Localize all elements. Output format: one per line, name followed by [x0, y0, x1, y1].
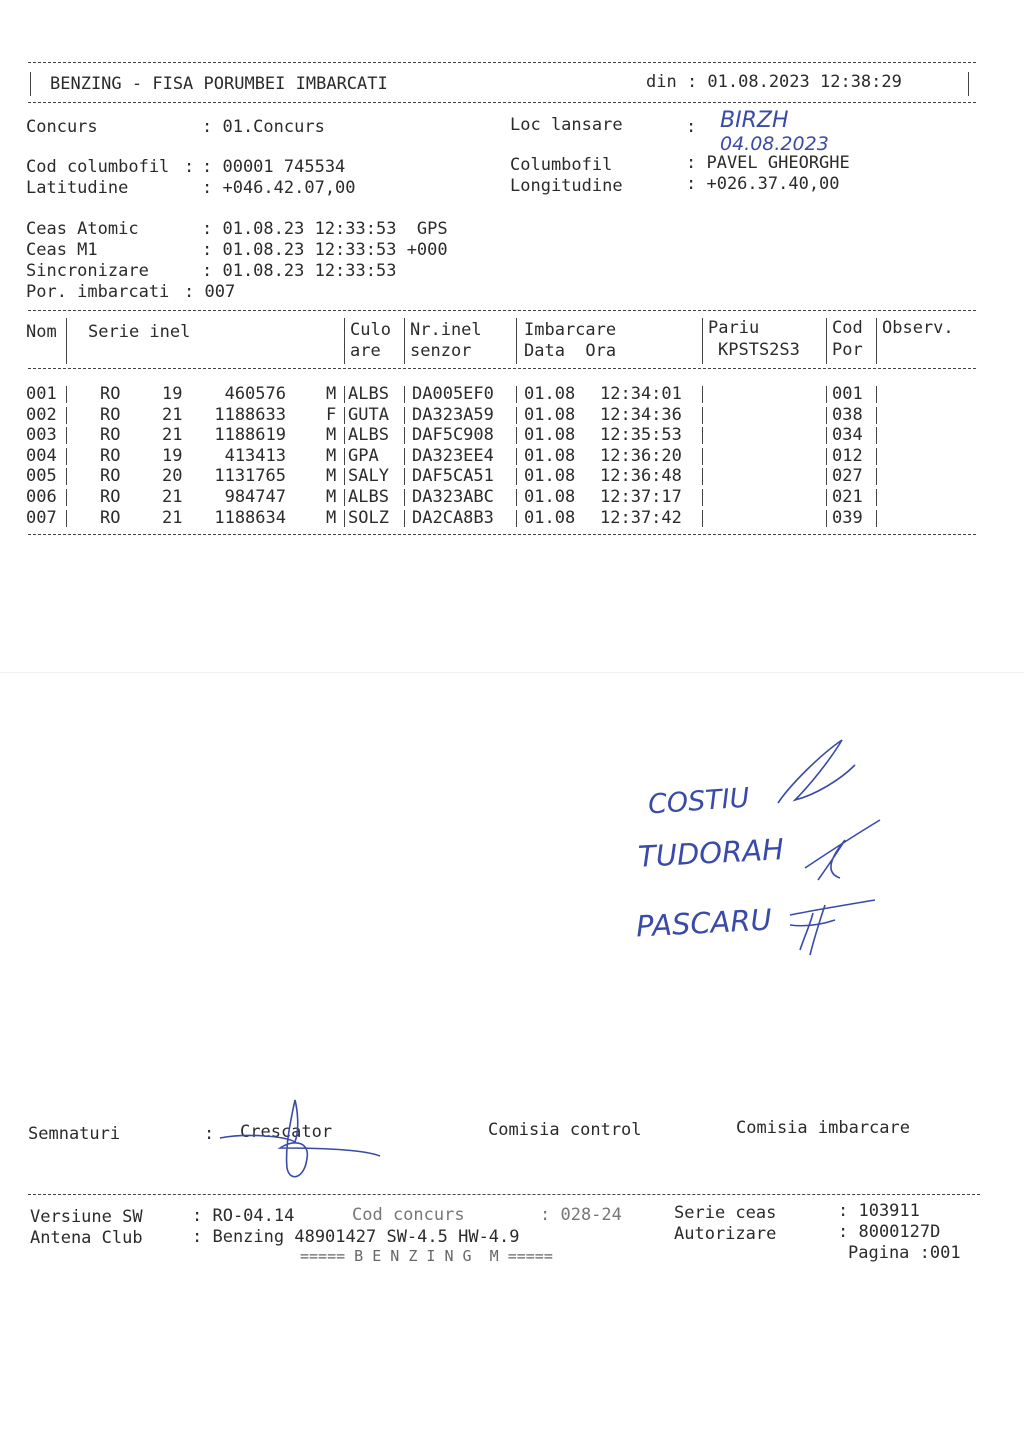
- row-divider: [516, 489, 517, 506]
- row-divider: [404, 489, 405, 506]
- handwritten-name-2: TUDORAH: [637, 832, 785, 874]
- cell-cod: 012: [832, 445, 863, 466]
- cell-senzor: DA323A59: [412, 404, 494, 425]
- ceas-m1-label: Ceas M1: [26, 240, 98, 260]
- cod-colon: :: [184, 157, 195, 177]
- signature-comisia-control-label: Comisia control: [488, 1120, 642, 1140]
- header-nom: Nom: [26, 322, 57, 342]
- row-divider: [344, 468, 345, 485]
- cell-cod: 001: [832, 384, 863, 404]
- sincronizare-label: Sincronizare: [26, 261, 149, 281]
- row-divider: [516, 427, 517, 444]
- cell-culoare: SOLZ: [348, 507, 389, 528]
- cell-nom: 004: [26, 445, 57, 466]
- row-divider: [66, 468, 67, 485]
- cell-an: 19: [162, 445, 183, 466]
- col-divider-culoare: [344, 318, 345, 364]
- cell-culoare: ALBS: [348, 425, 389, 446]
- row-divider: [66, 386, 67, 403]
- row-divider: [344, 427, 345, 444]
- signature-comisia-imbarcare-label: Comisia imbarcare: [736, 1118, 910, 1138]
- cell-senzor: DA2CA8B3: [412, 507, 494, 528]
- row-divider: [826, 427, 827, 444]
- row-divider: [344, 448, 345, 465]
- row-divider: [876, 386, 877, 403]
- page-number: Pagina :001: [848, 1243, 961, 1263]
- row-divider: [876, 407, 877, 424]
- table-header-rule: [28, 368, 976, 369]
- columbofil-label: Columbofil: [510, 155, 613, 175]
- row-divider: [516, 407, 517, 424]
- cell-sex: M: [326, 466, 337, 487]
- row-divider: [516, 468, 517, 485]
- header-imbarcare-2: Data Ora: [524, 341, 617, 361]
- ceas-atomic-label: Ceas Atomic: [26, 219, 139, 239]
- col-divider-observ: [876, 318, 877, 364]
- semnaturi-label: Semnaturi: [28, 1124, 121, 1144]
- latitudine-label: Latitudine: [26, 178, 129, 198]
- cell-tara: RO: [100, 507, 121, 528]
- cell-ora: 12:34:36: [600, 404, 682, 425]
- versiune-sw-value: : RO-04.14: [192, 1206, 295, 1226]
- cell-culoare: ALBS: [348, 384, 389, 404]
- concurs-label: Concurs: [26, 117, 98, 137]
- row-divider: [702, 489, 703, 506]
- cell-ora: 12:34:01: [600, 384, 682, 404]
- row-divider: [344, 510, 345, 527]
- header-observ: Observ.: [882, 318, 954, 338]
- row-divider: [826, 468, 827, 485]
- header-culoare-1: Culo: [350, 320, 391, 340]
- serie-ceas-value: : 103911: [838, 1201, 920, 1221]
- loc-date-handwritten: 04.08.2023: [720, 133, 829, 155]
- row-divider: [876, 468, 877, 485]
- cell-tara: RO: [100, 404, 121, 425]
- cell-data: 01.08: [524, 404, 576, 425]
- row-divider: [516, 386, 517, 403]
- table-top-rule: [28, 310, 976, 311]
- porumbei-imbarcati-label: Por. imbarcati: [26, 282, 170, 302]
- header-pariu-1: Pariu: [708, 318, 760, 338]
- latitudine-value: : +046.42.07,00: [202, 178, 356, 198]
- row-divider: [826, 510, 827, 527]
- cell-culoare: GUTA: [348, 404, 389, 425]
- cell-nom: 006: [26, 487, 57, 507]
- row-divider: [404, 386, 405, 403]
- cell-cod: 027: [832, 466, 863, 487]
- header-bottom-rule: [28, 102, 976, 103]
- cell-ora: 12:36:48: [600, 466, 682, 487]
- row-divider: [702, 386, 703, 403]
- cod-columbofil-value: : 00001 745534: [202, 157, 346, 177]
- document-title: BENZING - FISA PORUMBEI IMBARCATI: [50, 74, 388, 94]
- cell-ora: 12:37:17: [600, 487, 682, 507]
- signature-scribble-1: [770, 735, 860, 815]
- cell-inel: 1188633: [214, 404, 286, 425]
- serie-ceas-label: Serie ceas: [674, 1203, 777, 1223]
- header-right-border: [968, 72, 969, 96]
- cell-ora: 12:37:42: [600, 507, 682, 528]
- row-divider: [344, 386, 345, 403]
- ceas-m1-value: : 01.08.23 12:33:53 +000: [202, 240, 448, 260]
- handwritten-name-3: PASCARU: [635, 902, 773, 944]
- cell-sex: M: [326, 384, 337, 404]
- row-divider: [344, 407, 345, 424]
- col-divider-nom: [66, 318, 67, 364]
- cell-culoare: ALBS: [348, 487, 389, 507]
- cod-concurs-value: : 028-24: [540, 1205, 622, 1225]
- header-top-rule: [28, 62, 976, 63]
- cell-senzor: DA005EF0: [412, 384, 494, 404]
- crescator-signature-scribble: [215, 1098, 385, 1188]
- cell-tara: RO: [100, 425, 121, 446]
- row-divider: [516, 510, 517, 527]
- row-divider: [404, 468, 405, 485]
- cell-an: 20: [162, 466, 183, 487]
- row-divider: [404, 510, 405, 527]
- columbofil-value: : PAVEL GHEORGHE: [686, 153, 850, 173]
- cell-cod: 039: [832, 507, 863, 528]
- cell-an: 19: [162, 384, 183, 404]
- cell-cod: 034: [832, 425, 863, 446]
- row-divider: [344, 489, 345, 506]
- cell-ora: 12:35:53: [600, 425, 682, 446]
- cell-tara: RO: [100, 384, 121, 404]
- cod-concurs-label: Cod concurs: [352, 1205, 465, 1225]
- cell-data: 01.08: [524, 507, 576, 528]
- header-cod-1: Cod: [832, 318, 863, 338]
- cell-ora: 12:36:20: [600, 445, 682, 466]
- cell-inel: 984747: [224, 487, 286, 507]
- header-left-border: [30, 72, 31, 96]
- cell-an: 21: [162, 404, 183, 425]
- header-nr-inel-1: Nr.inel: [410, 320, 482, 340]
- cell-inel: 1188619: [214, 425, 286, 446]
- cell-senzor: DAF5CA51: [412, 466, 494, 487]
- antena-club-label: Antena Club: [30, 1228, 143, 1248]
- semnaturi-sep: :: [204, 1124, 215, 1144]
- cell-senzor: DA323ABC: [412, 487, 494, 507]
- row-divider: [66, 448, 67, 465]
- ceas-atomic-value: : 01.08.23 12:33:53 GPS: [202, 219, 448, 239]
- cod-columbofil-label: Cod columbofil: [26, 157, 170, 177]
- cell-sex: F: [326, 404, 337, 425]
- cell-cod: 021: [832, 487, 863, 507]
- loc-lansare-handwritten: BIRZH: [720, 108, 789, 133]
- row-divider: [826, 386, 827, 403]
- table-bottom-rule: [28, 534, 976, 535]
- cell-senzor: DA323EE4: [412, 445, 494, 466]
- signature-scribble-2: [800, 818, 890, 888]
- row-divider: [66, 407, 67, 424]
- handwritten-name-1: COSTIU: [647, 782, 751, 821]
- row-divider: [876, 489, 877, 506]
- page-fold-line: [0, 672, 1024, 673]
- longitudine-label: Longitudine: [510, 176, 623, 196]
- signature-scribble-3: [785, 895, 885, 965]
- row-divider: [702, 427, 703, 444]
- row-divider: [702, 448, 703, 465]
- row-divider: [702, 468, 703, 485]
- row-divider: [702, 407, 703, 424]
- loc-lansare-sep: :: [686, 117, 697, 137]
- cell-nom: 003: [26, 425, 57, 446]
- cell-culoare: SALY: [348, 466, 389, 487]
- versiune-sw-label: Versiune SW: [30, 1207, 143, 1227]
- header-serie-inel: Serie inel: [88, 322, 191, 342]
- cell-inel: 1131765: [214, 466, 286, 487]
- row-divider: [404, 407, 405, 424]
- autorizare-label: Autorizare: [674, 1224, 777, 1244]
- cell-inel: 413413: [224, 445, 286, 466]
- sincronizare-value: : 01.08.23 12:33:53: [202, 261, 397, 281]
- cell-data: 01.08: [524, 487, 576, 507]
- col-divider-cod: [826, 318, 827, 364]
- col-divider-imbarcare: [516, 318, 517, 364]
- cell-data: 01.08: [524, 425, 576, 446]
- benzing-brand-line: ===== B E N Z I N G M =====: [300, 1247, 553, 1265]
- cell-sex: M: [326, 425, 337, 446]
- cell-sex: M: [326, 487, 337, 507]
- row-divider: [826, 489, 827, 506]
- row-divider: [66, 510, 67, 527]
- col-divider-nrinel: [404, 318, 405, 364]
- cell-sex: M: [326, 445, 337, 466]
- row-divider: [516, 448, 517, 465]
- antena-club-value: : Benzing 48901427 SW-4.5 HW-4.9: [192, 1227, 520, 1247]
- cell-sex: M: [326, 507, 337, 528]
- cell-nom: 002: [26, 404, 57, 425]
- row-divider: [876, 427, 877, 444]
- autorizare-value: : 8000127D: [838, 1222, 941, 1242]
- header-culoare-2: are: [350, 341, 381, 361]
- cell-tara: RO: [100, 466, 121, 487]
- cell-senzor: DAF5C908: [412, 425, 494, 446]
- cell-tara: RO: [100, 445, 121, 466]
- row-divider: [702, 510, 703, 527]
- row-divider: [66, 489, 67, 506]
- signature-crescator-label: Crescator: [240, 1122, 333, 1142]
- cell-inel: 460576: [224, 384, 286, 404]
- row-divider: [826, 448, 827, 465]
- header-cod-2: Por: [832, 340, 863, 360]
- col-divider-pariu: [702, 318, 703, 364]
- cell-data: 01.08: [524, 384, 576, 404]
- longitudine-value: : +026.37.40,00: [686, 174, 840, 194]
- row-divider: [826, 407, 827, 424]
- concurs-value: : 01.Concurs: [202, 117, 325, 137]
- cell-cod: 038: [832, 404, 863, 425]
- row-divider: [876, 448, 877, 465]
- cell-nom: 005: [26, 466, 57, 487]
- cell-data: 01.08: [524, 445, 576, 466]
- header-nr-inel-2: senzor: [410, 341, 472, 361]
- loc-lansare-label: Loc lansare: [510, 115, 623, 135]
- row-divider: [66, 427, 67, 444]
- row-divider: [876, 510, 877, 527]
- cell-an: 21: [162, 507, 183, 528]
- cell-culoare: GPA: [348, 445, 379, 466]
- header-pariu-2: KPSTS2S3: [718, 340, 800, 360]
- cell-an: 21: [162, 487, 183, 507]
- header-imbarcare-1: Imbarcare: [524, 320, 617, 340]
- footer-rule: [28, 1194, 980, 1195]
- row-divider: [404, 448, 405, 465]
- cell-data: 01.08: [524, 466, 576, 487]
- cell-nom: 007: [26, 507, 57, 528]
- cell-an: 21: [162, 425, 183, 446]
- cell-inel: 1188634: [214, 507, 286, 528]
- porumbei-imbarcati-value: : 007: [184, 282, 236, 302]
- document-date: din : 01.08.2023 12:38:29: [646, 72, 902, 92]
- cell-nom: 001: [26, 384, 57, 404]
- cell-tara: RO: [100, 487, 121, 507]
- row-divider: [404, 427, 405, 444]
